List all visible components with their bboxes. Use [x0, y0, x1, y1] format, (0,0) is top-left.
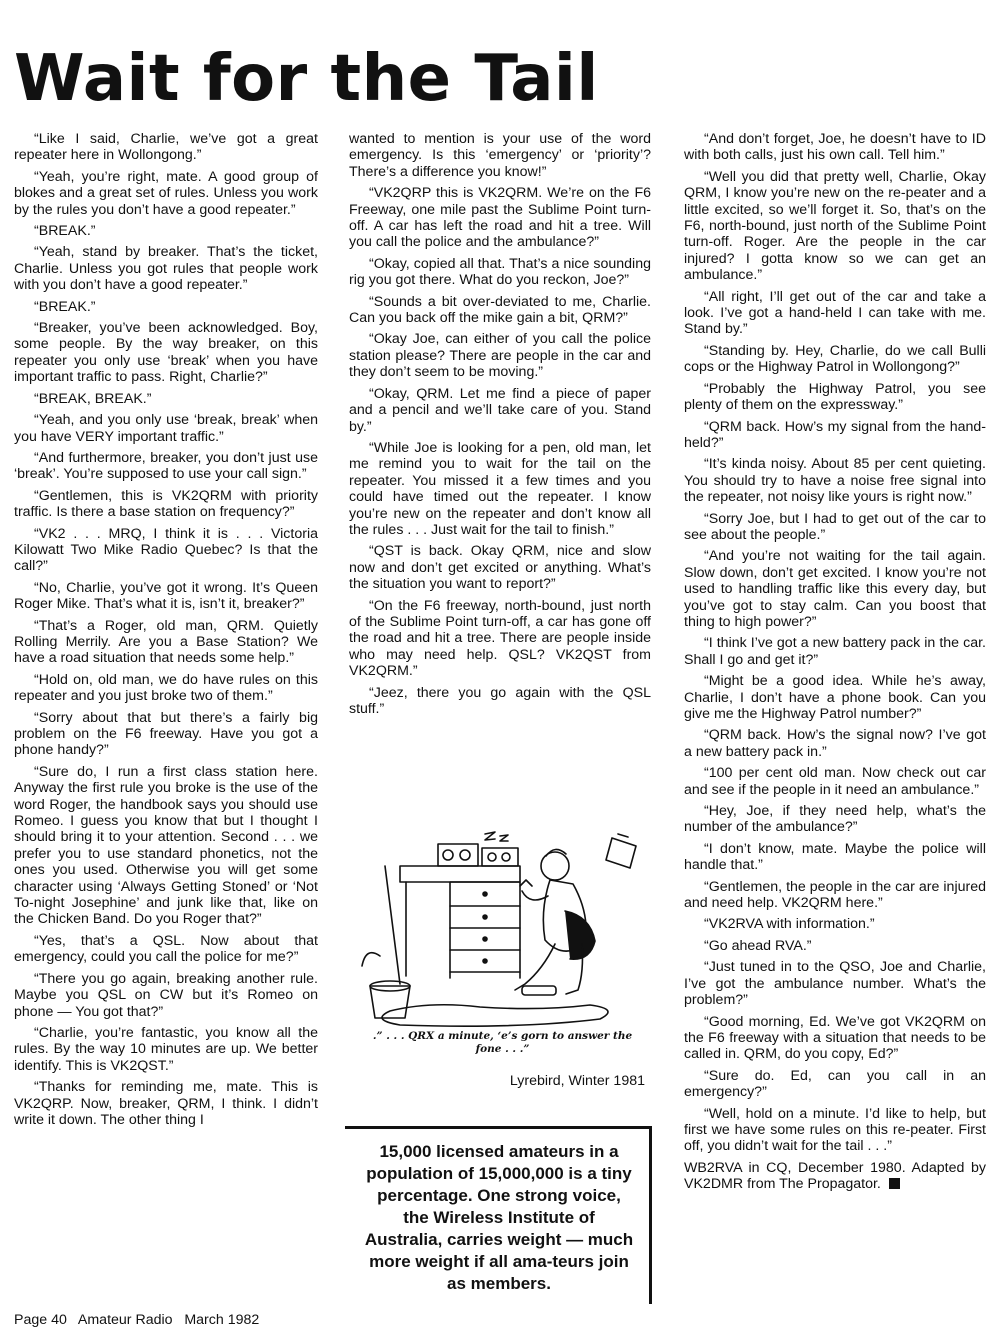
- cartoon-caption: .” . . . QRX a minute, ‘e’s gorn to answer the fone . . .”: [372, 1030, 633, 1055]
- dialogue-paragraph: “Might be a good idea. While he’s away, Charlie, I don’t have a phone book. Can you give me the Highway Patrol number?”: [684, 673, 986, 722]
- dialogue-paragraph: “And don’t forget, Joe, he doesn’t have to ID with both calls, just his own call. Tell him.”: [684, 131, 986, 164]
- dialogue-paragraph: “100 per cent old man. Now check out car and see if the people in it need an ambulance.”: [684, 765, 986, 798]
- middle-column: [349, 131, 651, 722]
- dialogue-paragraph: “While Joe is looking for a pen, old man, let me remind you to wait for the tail on the repeater. You missed it a few times and you could have timed out the repeater. I know you’re new on the repeater and don’t know all the rules . . . Just wait for the tail to finish.”: [349, 439, 651, 538]
- dialogue-paragraph: “Standing by. Hey, Charlie, do we call Bulli cops or the Highway Patrol in Wollongong?”: [684, 342, 986, 376]
- end-mark: [889, 1178, 900, 1189]
- dialogue-paragraph: “Probably the Highway Patrol, you see plenty of them on the expressway.”: [684, 380, 986, 414]
- article-title: Wait for the Tail: [14, 42, 599, 116]
- dialogue-paragraph: “It’s kinda noisy. About 85 per cent quieting. You should try to have a noise free signal into the repeater, not noisy like yours is right now.”: [684, 456, 986, 506]
- cartoon-illustration: [350, 826, 650, 1058]
- dialogue-paragraph: “Gentlemen, the people in the car are injured and need help. VK2QRM here.”: [684, 878, 986, 912]
- left-column: [14, 131, 318, 1133]
- dialogue-paragraph: “Okay, QRM. Let me find a piece of paper and a pencil and we’ll take care of you. Stand by.”: [349, 385, 651, 435]
- dialogue-paragraph: “QRM back. How’s the signal now? I’ve got a new battery pack in.”: [684, 727, 986, 760]
- dialogue-paragraph: “Okay Joe, can either of you call the police station please? There are people in the car and they don’t seem to be moving.”: [349, 331, 651, 381]
- dialogue-paragraph: “Gentlemen, this is VK2QRM with priority traffic. Is there a base station on frequency?”: [14, 487, 318, 521]
- dialogue-paragraph: “BREAK, BREAK.”: [34, 390, 152, 407]
- dialogue-paragraph: “All right, I’ll get out of the car and take a look. I’ve got a hand-held I can take with me. Stand by.”: [684, 288, 986, 338]
- dialogue-paragraph: “Sure do, I run a first class station here. Anyway the first rule you broke is the use of the word Roger, the handbook says you should use Romeo. I guess you know that but I thought I should bring it to your attention. Second . . . we prefer you to use standard phonetics, not the ones you used. Otherwise you will get some character using ‘Always Getting Stoned’ or ‘Not To-night Josephine’ and junk like that, like on the Chicken Band. Do you Roger that?”: [14, 763, 318, 928]
- dialogue-paragraph: “On the F6 freeway, north-bound, just north of the Sublime Point turn-off, a car has gone off the road and hit a tree. There are people inside who may need help. QSL? VK2QST from VK2QRM.”: [349, 597, 651, 680]
- dialogue-paragraph: “QST is back. Okay QRM, nice and slow now and don’t get excited or anything. What’s the situation you want to report?”: [349, 543, 651, 593]
- dialogue-paragraph: “Sorry Joe, but I had to get out of the car to see about the people.”: [684, 510, 986, 543]
- article-credit: [684, 1160, 986, 1193]
- dialogue-paragraph: “Yes, that’s a QSL. Now about that emergency, could you call the police for me?”: [14, 932, 318, 966]
- dialogue-paragraph: “VK2QRP this is VK2QRM. We’re on the F6 Freeway, one mile past the Sublime Point turn-off. A car has left the road and hit a tree. Will you call the police and the ambulance?”: [349, 185, 651, 251]
- dialogue-paragraph: “Like I said, Charlie, we’ve got a great repeater here in Wollongong.”: [14, 131, 318, 164]
- dialogue-paragraph: “Yeah, you’re right, mate. A good group of blokes and a great set of rules. Unless you work by the rules you don’t have a good repeater.”: [14, 168, 318, 218]
- dialogue-paragraph: “Hey, Joe, if they need help, what’s the number of the ambulance?”: [684, 803, 986, 836]
- dialogue-paragraph: “There you go again, breaking another rule. Maybe you QSL on CW but it’s Romeo on phone — You got that?”: [14, 970, 318, 1020]
- dialogue-paragraph: “And furthermore, breaker, you don’t just use ‘break’. You’re supposed to use your call sign.”: [14, 449, 318, 483]
- page-footer: Page 40 Amateur Radio March 1982: [14, 1312, 260, 1328]
- dialogue-paragraph: “Thanks for reminding me, mate. This is VK2QRP. Now, breaker, QRM, I think. I didn’t write it down. The other thing I: [14, 1079, 318, 1128]
- dialogue-paragraph: “Jeez, there you go again with the QSL stuff.”: [349, 684, 651, 717]
- dialogue-paragraph: “Sorry about that but there’s a fairly big problem on the F6 freeway. Have you got a phone handy?”: [14, 709, 318, 759]
- dialogue-paragraph: “Breaker, you’ve been acknowledged. Boy, some people. By the way breaker, on this repeater you only use ‘break’ when you have important traffic to pass. Right, Charlie?”: [14, 320, 318, 386]
- dialogue-paragraph: “BREAK.”: [34, 223, 96, 240]
- dialogue-paragraph: “And you’re not waiting for the tail again. Slow down, don’t get excited. I know you’re not used to handling traffic like this every day, but you’ve got to stay calm. Can you boost that thing to high power?”: [684, 548, 986, 630]
- dialogue-paragraph: “Sure do. Ed, can you call in an emergency?”: [684, 1067, 986, 1101]
- dialogue-paragraph: “VK2RVA with information.”: [704, 916, 875, 933]
- dialogue-paragraph: “Charlie, you’re fantastic, you know all the rules. By the way 10 minutes are up. We better identify. This is VK2QST.”: [14, 1024, 318, 1074]
- cartoon-credit: Lyrebird, Winter 1981: [509, 1073, 645, 1089]
- promo-text: 15,000 licensed amateurs in a population of 15,000,000 is a tiny percentage. One strong voice, the Wireless Institute of Australia, carries weight — much more weight if all ama-teurs join as members.: [364, 1142, 634, 1293]
- dialogue-paragraph: “I think I’ve got a new battery pack in the car. Shall I go and get it?”: [684, 635, 986, 668]
- membership-promo-box: [345, 1126, 652, 1304]
- dialogue-paragraph: “Just tuned in to the QSO, Joe and Charlie, I’ve got the ambulance number. What’s the problem?”: [684, 959, 986, 1009]
- dialogue-paragraph: “Well you did that pretty well, Charlie, Okay QRM, I know you’re new on the re-peater and a little excited, so we’ll forget it. So, that’s on the F6, north-bound, just north of the Sublime Point turn-off. Roger. Are the people in the car injured? I gotta know so we can get an ambulance.”: [684, 168, 986, 284]
- dialogue-paragraph: “Good morning, Ed. We’ve got VK2QRM on the F6 freeway with a situation that needs to be called in. QRM, do you copy, Ed?”: [684, 1013, 986, 1063]
- dialogue-paragraph: “VK2 . . . MRQ, I think it is . . . Victoria Kilowatt Two Mike Radio Quebec? Is that the call?”: [14, 525, 318, 575]
- right-column: [684, 131, 986, 1198]
- dialogue-paragraph: “Well, hold on a minute. I’d like to help, but first we have some rules on this re-peater. First off, you didn’t wait for the tail . . .”: [684, 1105, 986, 1155]
- dialogue-paragraph: “Yeah, stand by breaker. That’s the ticket, Charlie. Unless you got rules that people work with you don’t have a good repeater.”: [14, 244, 318, 294]
- credit-text: WB2RVA in CQ, December 1980. Adapted by VK2DMR from The Propagator.: [684, 1159, 986, 1193]
- dialogue-paragraph: “I don’t know, mate. Maybe the police will handle that.”: [684, 840, 986, 874]
- dialogue-paragraph: “Yeah, and you only use ‘break, break’ when you have VERY important traffic.”: [14, 412, 318, 445]
- dialogue-paragraph: “BREAK.”: [34, 298, 96, 315]
- dialogue-paragraph: “Go ahead RVA.”: [704, 937, 812, 954]
- dialogue-paragraph: “That’s a Roger, old man, QRM. Quietly Rolling Merrily. Are you a Base Station? We have a road situation that needs some help.”: [14, 617, 318, 667]
- dialogue-paragraph: “QRM back. How’s my signal from the hand-held?”: [684, 418, 986, 451]
- dialogue-paragraph: wanted to mention is your use of the word emergency. Is this ‘emergency’ or ‘priority’? There’s a difference you know!”: [349, 131, 651, 180]
- dialogue-paragraph: “Okay, copied all that. That’s a nice sounding rig you got there. What do you reckon, Joe?”: [349, 255, 651, 289]
- dialogue-paragraph: “No, Charlie, you’ve got it wrong. It’s Queen Roger Mike. That’s what it is, isn’t it, breaker?”: [14, 579, 318, 613]
- dialogue-paragraph: “Sounds a bit over-deviated to me, Charlie. Can you back off the mike gain a bit, QRM?”: [349, 293, 651, 327]
- dialogue-paragraph: “Hold on, old man, we do have rules on this repeater and you just broke two of them.”: [14, 671, 318, 705]
